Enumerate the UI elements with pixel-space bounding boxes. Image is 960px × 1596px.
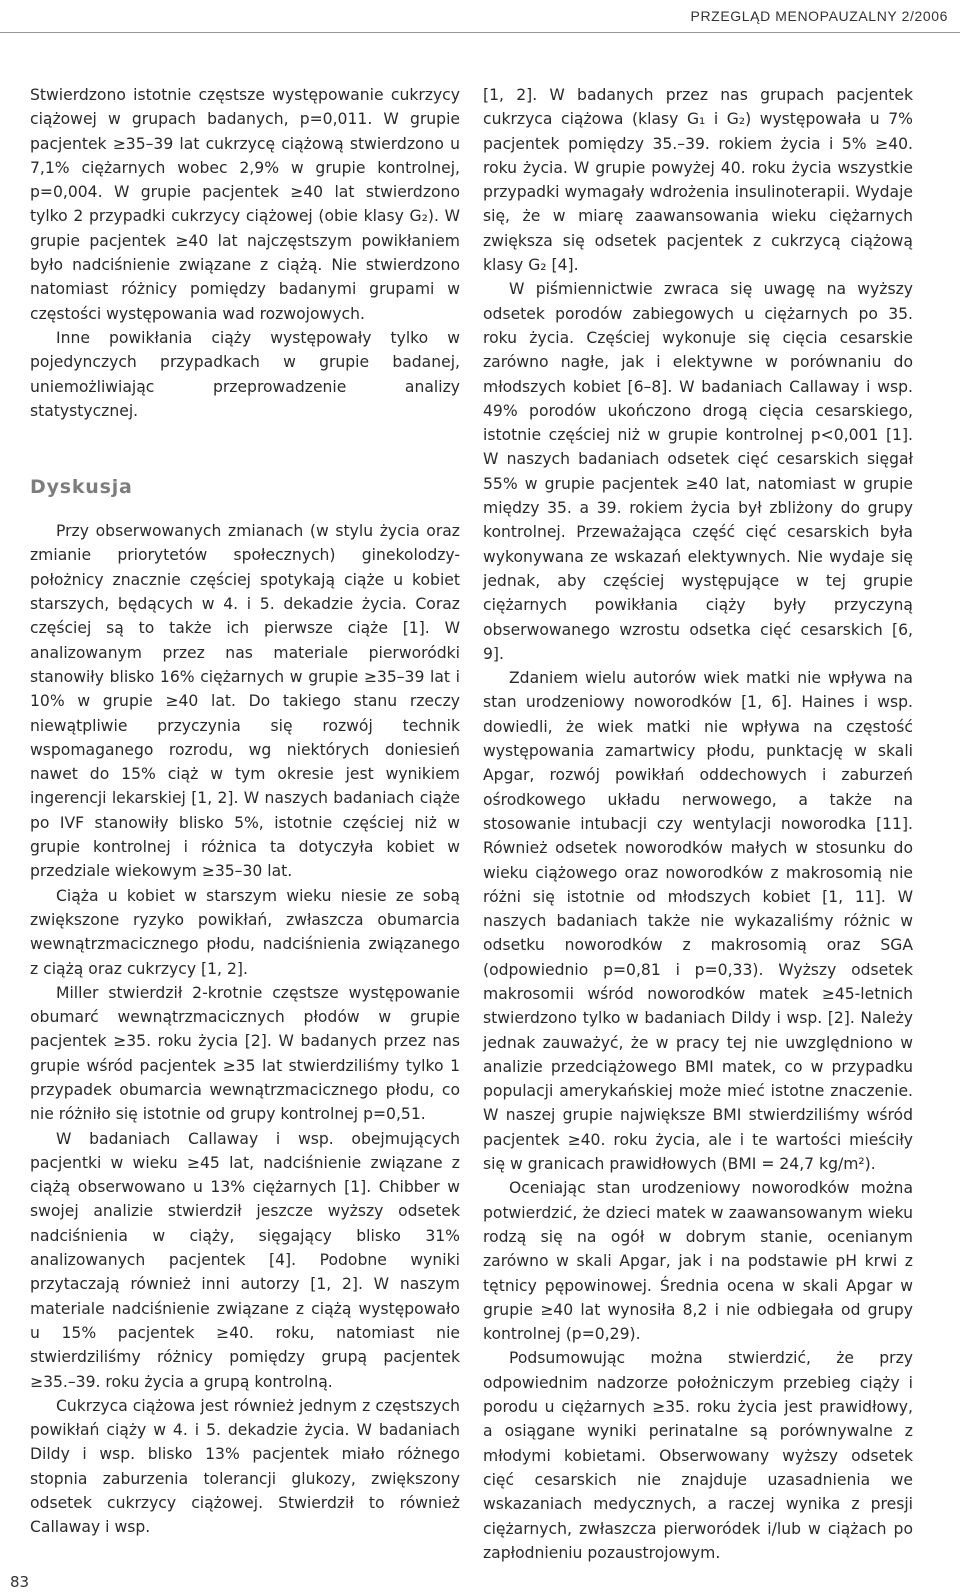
paragraph: Ciąża u kobiet w starszym wieku niesie ze sobą zwiększone ryzyko powikłań, zwłaszcza obumarcia wewnątrzmacicznego płodu, nadciśnienia związanego z ciążą oraz cukrzycy [1, 2]. — [30, 886, 460, 978]
paragraph: Stwierdzono istotnie częstsze występowanie cukrzycy ciążowej w grupach badanych, p=0,011. W grupie pacjentek ≥35–39 lat cukrzycę ciążową stwierdzono u 7,1% ciężarnych wobec 2,9% w grupie kontrolnej, p=0,004. W grupie pacjentek ≥40 lat stwierdzono tylko 2 przypadki cukrzycy ciążowej (obie klasy G₂). W grupie pacjentek ≥40 lat najczęstszym powikłaniem było nadciśnienie związane z ciążą. Nie stwierdzono natomiast różnicy pomiędzy badanymi grupami w częstości występowania wad rozwojowych. — [30, 86, 460, 323]
paragraph: Inne powikłania ciąży występowały tylko w pojedynczych przypadkach w grupie badanej, uniemożliwiając przeprowadzenie analizy statystycznej. — [30, 328, 460, 420]
header-rule — [0, 32, 960, 33]
paragraph: W badaniach Callaway i wsp. obejmujących pacjentki w wieku ≥45 lat, nadciśnienie związane z ciążą obserwowano u 13% ciężarnych [1]. Chibber w swojej analizie stwierdził jeszcze wyższy odsetek nadciśnienia w ciąży, sięgający blisko 31% analizowanych pacjentek [4]. Podobne wyniki przytaczają również inni autorzy [1, 2]. W naszym materiale nadciśnienie związane z ciążą występowało u 15% pacjentek ≥40. roku, natomiast nie stwierdziliśmy różnicy pomiędzy grupą pacjentek ≥35.–39. roku życia a grupą kontrolną. — [30, 1129, 460, 1391]
section-heading: Dyskusja — [30, 476, 133, 499]
paragraph: Podsumowując można stwierdzić, że przy odpowiednim nadzorze położniczym przebieg ciąży i porodu u ciężarnych ≥35. roku życia jest prawidłowy, a osiągane wyniki perinatalne są porównywalne z młodymi kobietami. Obserwowany wyższy odsetek cięć cesarskich nie znajduje uzasadnienia we wskazaniach medycznych, a raczej wynika z presji ciężarnych, zwłaszcza pierworódek i/lub w ciążach po zapłodnieniu pozaustrojowym. — [483, 1349, 913, 1562]
paragraph: Miller stwierdził 2-krotnie częstsze występowanie obumarć wewnątrzmacicznych płodów w grupie pacjentek ≥35. roku życia [2]. W badanych przez nas grupie wśród pacjentek ≥35 lat stwierdziliśmy tylko 1 przypadek obumarcia wewnątrzmacicznego płodu, co nie różniło się istotnie od grupy kontrolnej p=0,51. — [30, 983, 460, 1124]
right-column — [483, 83, 913, 1565]
journal-title: PRZEGLĄD MENOPAUZALNY 2/2006 — [690, 8, 948, 24]
page-header — [0, 0, 960, 38]
paragraph: Cukrzyca ciążowa jest również jednym z częstszych powikłań ciąży w 4. i 5. dekadzie życia. W badaniach Dildy i wsp. blisko 13% pacjentek miało różnego stopnia zaburzenia tolerancji glukozy, zwiększony odsetek cukrzycy ciążowej. Stwierdził to również Callaway i wsp. — [30, 1396, 460, 1537]
paragraph: Przy obserwowanych zmianach (w stylu życia oraz zmianie priorytetów społecznych) ginekolodzy-położnicy znacznie częściej spotykają ciąże u kobiet starszych, będących w 4. i 5. dekadzie życia. Coraz częściej są to także ich pierwsze ciąże [1]. W analizowanym przez nas materiale pierworódki stanowiły blisko 16% ciężarnych w grupie ≥35–39 lat i 10% w grupie ≥40 lat. Do takiego stanu rzeczy niewątpliwie przyczynia się rozwój technik wspomaganego rozrodu, wg niektórych doniesień nawet do 15% ciąż w tym okresie jest wynikiem ingerencji lekarskiej [1, 2]. W naszych badaniach ciąże po IVF stanowiły blisko 5%, istotnie częściej niż w grupie kontrolnej i różnica ta dotyczyła kobiet w przedziale wiekowym ≥35–30 lat. — [30, 522, 460, 881]
paragraph: Zdaniem wielu autorów wiek matki nie wpływa na stan urodzeniowy noworodków [1, 6]. Haines i wsp. dowiedli, że wiek matki nie wpływa na częstość występowania zamartwicy płodu, punktację w skali Apgar, rozwój powikłań oddechowych i zaburzeń ośrodkowego układu nerwowego, a także na stosowanie intubacji czy wentylacji noworodka [11]. Również odsetek noworodków małych w stosunku do wieku ciążowego oraz noworodków z makrosomią nie różni się istotnie od młodszych kobiet [1, 11]. W naszych badaniach także nie wykazaliśmy różnic w odsetku noworodków z makrosomią oraz SGA (odpowiednio p=0,81 i p=0,33). Wyższy odsetek makrosomii wśród noworodków matek ≥45-letnich stwierdzono tylko w badaniach Dildy i wsp. [2]. Należy jednak zauważyć, że w pracy tej nie uwzględniono w analizie przedciążowego BMI matek, co w przypadku populacji amerykańskiej może mieć istotne znaczenie. W naszej grupie największe BMI stwierdziliśmy wśród pacjentek ≥40. roku życia, ale i te wartości mieściły się w granicach prawidłowych (BMI = 24,7 kg/m²). — [483, 669, 913, 1174]
left-column — [30, 83, 460, 1540]
page-number: 83 — [10, 1573, 30, 1591]
paragraph: Oceniając stan urodzeniowy noworodków można potwierdzić, że dzieci matek w zaawansowanym wieku rodzą się na ogół w dobrym stanie, ocenianym zarówno w skali Apgar, jak i na podstawie pH krwi z tętnicy pępowinowej. Średnia ocena w skali Apgar w grupie ≥40 lat wynosiła 8,2 i nie odbiegała od grupy kontrolnej (p=0,29). — [483, 1179, 913, 1344]
paragraph: W piśmiennictwie zwraca się uwagę na wyższy odsetek porodów zabiegowych u ciężarnych po 35. roku życia. Częściej wykonuje się cięcia cesarskie zarówno nagłe, jak i elektywne w porównaniu do młodszych kobiet [6–8]. W badaniach Callaway i wsp. 49% porodów ukończono drogą cięcia cesarskiego, istotnie częściej niż w grupie kontrolnej p<0,001 [1]. W naszych badaniach odsetek cięć cesarskich sięgał 55% w grupie pacjentek ≥40 lat, natomiast w grupie między 35. a 39. rokiem życia był zbliżony do grupy kontrolnej. Przeważająca część cięć cesarskich była wykonywana ze wskazań elektywnych. Nie wydaje się jednak, aby częściej występujące w tej grupie ciężarnych powikłania ciąży były przyczyną obserwowanego wzrostu odsetka cięć cesarskich [6, 9]. — [483, 280, 913, 663]
paragraph: [1, 2]. W badanych przez nas grupach pacjentek cukrzyca ciążowa (klasy G₁ i G₂) występowała u 7% pacjentek pomiędzy 35.–39. rokiem życia i 5% ≥40. roku życia. W grupie powyżej 40. roku życia wszystkie przypadki wymagały wdrożenia insulinoterapii. Wydaje się, że w miarę zaawansowania wieku ciężarnych zwiększa się odsetek pacjentek z cukrzycą ciążową klasy G₂ [4]. — [483, 86, 913, 275]
